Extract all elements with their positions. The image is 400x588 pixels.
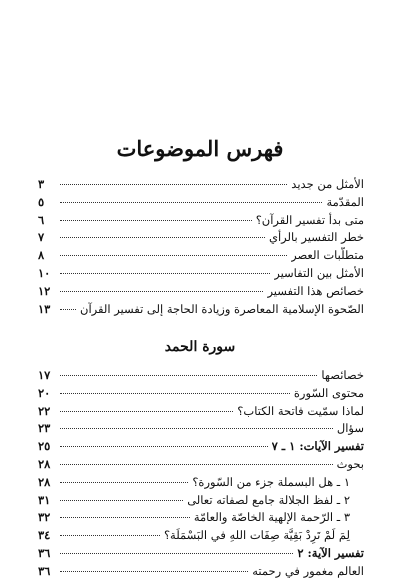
dot-leader <box>60 291 263 292</box>
toc-entry <box>38 474 364 492</box>
dot-leader <box>60 220 252 221</box>
toc-entry <box>38 385 364 403</box>
toc-entry <box>38 301 364 319</box>
dot-leader <box>60 446 268 447</box>
toc-entry-page: ٢٢ <box>38 403 51 418</box>
toc-entry-label: سؤال <box>336 421 364 436</box>
dot-leader <box>60 428 333 429</box>
toc-entry-page: ٣٢ <box>38 510 51 525</box>
toc-intro-list <box>38 176 364 318</box>
dot-leader <box>60 309 76 310</box>
page-title: فهرس الموضوعات <box>116 136 284 162</box>
toc-entry-label: محتوى السّورة <box>293 385 364 400</box>
toc-entry-label: ٢ ـ لفظ الجلالة جامع لصفاته تعالى <box>187 492 350 507</box>
toc-entry-page: ٨ <box>38 248 45 263</box>
dot-leader <box>60 184 287 185</box>
toc-entry <box>38 283 364 301</box>
toc-entry-label: بحوث <box>336 456 364 471</box>
toc-entry-label: الأمثل بين التفاسير <box>274 265 364 280</box>
toc-entry-page: ٢٣ <box>38 421 51 436</box>
toc-entry-label: المقدّمة <box>326 194 364 209</box>
toc-entry <box>38 438 364 456</box>
toc-entry <box>38 194 364 212</box>
toc-entry-page: ٢٥ <box>38 439 51 454</box>
toc-entry <box>38 509 364 527</box>
toc-entry-page: ١٢ <box>38 283 51 298</box>
toc-entry <box>38 176 364 194</box>
toc-entry-page: ٢٨ <box>38 474 51 489</box>
toc-surah-list <box>38 367 364 581</box>
toc-entry-page: ١٧ <box>38 368 51 382</box>
toc-entry-label: تفسير الآيات: ١ ـ ٧ <box>271 439 364 454</box>
toc-entry <box>38 545 364 563</box>
dot-leader <box>60 255 287 256</box>
dot-leader <box>60 553 293 554</box>
toc-entry-page: ٣٦ <box>38 563 51 578</box>
toc-entry-page: ٣ <box>38 177 45 191</box>
toc-entry <box>38 527 364 545</box>
dot-leader <box>60 411 233 412</box>
toc-entry-label: متى بدأ تفسير القرآن؟ <box>255 212 364 227</box>
toc-entry-page: ٥ <box>38 194 45 209</box>
dot-leader <box>60 237 265 238</box>
toc-entry-page: ١٠ <box>38 265 51 280</box>
dot-leader <box>60 202 322 203</box>
toc-entry-page: ٣٤ <box>38 528 51 543</box>
toc-entry-label: الصّحوة الإسلامية المعاصرة وزيادة الحاجة إلى تفسير القرآن <box>80 301 364 316</box>
toc-entry-page: ١٣ <box>38 301 51 316</box>
toc-entry-page: ٧ <box>38 230 45 245</box>
toc-entry <box>38 247 364 265</box>
toc-entry-page: ٢٠ <box>38 385 51 400</box>
toc-entry <box>38 563 364 581</box>
dot-leader <box>60 482 188 483</box>
toc-entry <box>38 403 364 421</box>
dot-leader <box>60 375 317 376</box>
toc-entry <box>38 265 364 283</box>
toc-entry-label: ١ ـ هل البسملة جزء من السّورة؟ <box>192 474 350 489</box>
toc-entry-label: الأمثل من جديد <box>291 177 364 191</box>
dot-leader <box>60 464 333 465</box>
toc-entry-label: لِمَ لَمْ تَرِدْ بَقِيَّة صِفَات اللهِ في البَسْمَلَة؟ <box>163 528 350 543</box>
toc-entry <box>38 456 364 474</box>
toc-entry <box>38 492 364 510</box>
dot-leader <box>60 535 160 536</box>
toc-entry-label: خصائصها <box>321 368 364 382</box>
toc-entry-label: تفسير الآية: ٢ <box>297 545 364 560</box>
dot-leader <box>60 273 270 274</box>
toc-entry-page: ٦ <box>38 212 45 227</box>
dot-leader <box>60 500 183 501</box>
toc-entry <box>38 367 364 385</box>
toc-entry-label: خطر التفسير بالرأي <box>268 230 364 245</box>
toc-entry <box>38 420 364 438</box>
toc-entry <box>38 229 364 247</box>
toc-entry-label: العالم مغمور في رحمته <box>252 563 364 578</box>
toc-entry-page: ٣١ <box>38 492 51 507</box>
dot-leader <box>60 571 248 572</box>
dot-leader <box>60 393 290 394</box>
toc-entry-label: ٣ ـ الرّحمة الإلهية الخاصّة والعامّة <box>193 510 350 525</box>
toc-entry <box>38 212 364 230</box>
toc-entry-label: لماذا سمّيت فاتحة الكتاب؟ <box>237 403 364 418</box>
toc-entry-page: ٢٨ <box>38 456 51 471</box>
toc-entry-page: ٣٦ <box>38 545 51 560</box>
dot-leader <box>60 517 190 518</box>
toc-entry-label: متطلّبات العصر <box>291 248 364 263</box>
toc-entry-label: خصائص هذا التفسير <box>267 283 364 298</box>
section-heading: سورة الحمد <box>164 339 236 355</box>
